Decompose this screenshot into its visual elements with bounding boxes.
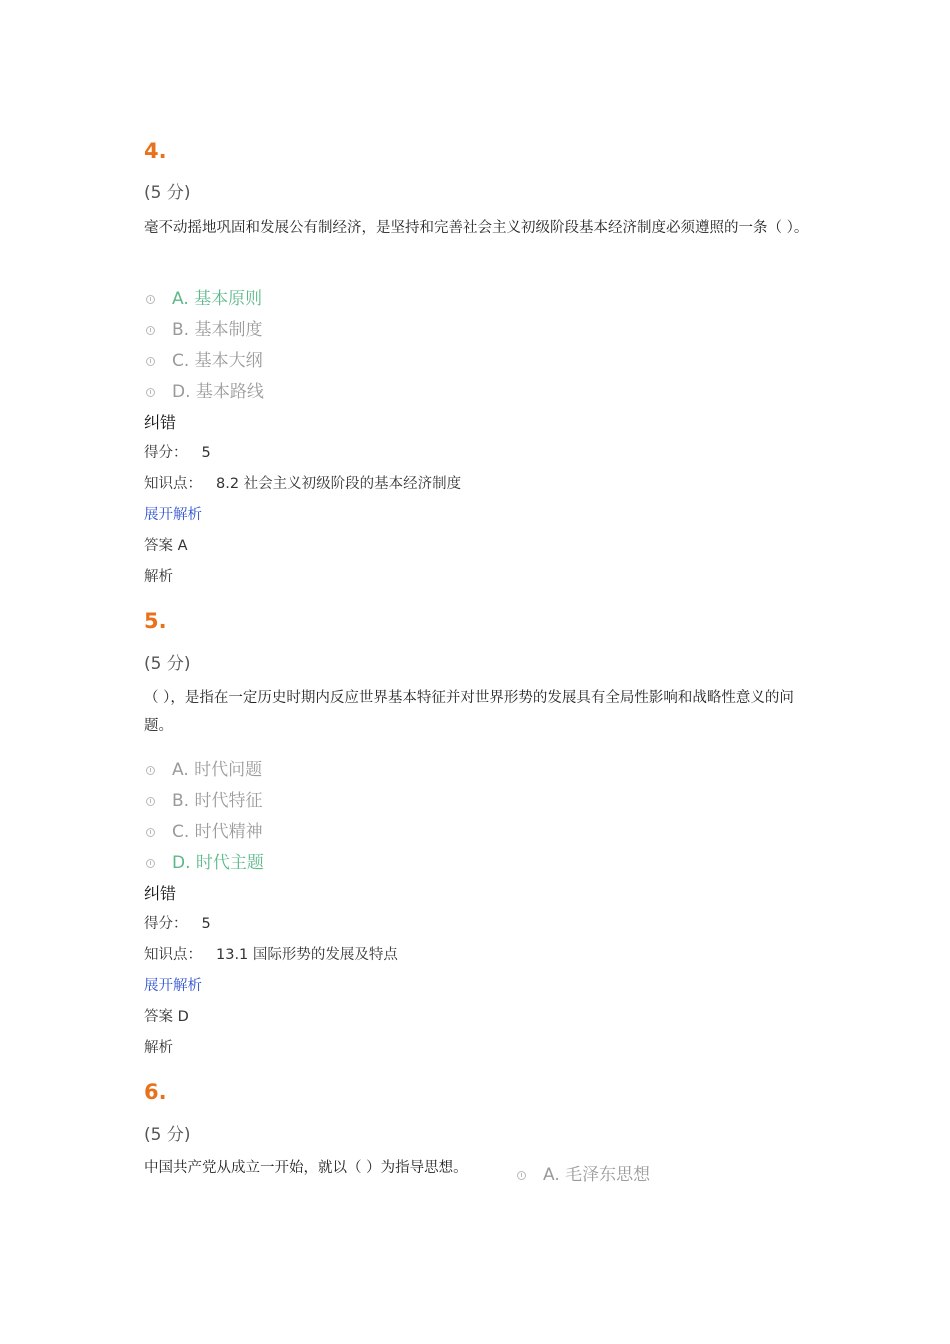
correction-link[interactable]: 纠错 [144, 413, 177, 432]
answer: 答案 A [144, 538, 188, 554]
got-score-value: 5 [201, 916, 211, 932]
question-number: 5. [144, 609, 167, 633]
option-label: A. 基本原则 [172, 289, 263, 309]
expand-analysis-link[interactable]: 展开解析 [144, 978, 202, 994]
got-score [144, 443, 211, 463]
analysis-label: 解析 [144, 1040, 173, 1056]
option-label: B. 基本制度 [172, 320, 263, 340]
radio-icon[interactable] [517, 1171, 526, 1180]
radio-icon[interactable] [146, 388, 155, 397]
radio-icon[interactable] [146, 326, 155, 335]
expand-analysis-link[interactable]: 展开解析 [144, 507, 202, 523]
question-stem: 毫不动摇地巩固和发展公有制经济，是坚持和完善社会主义初级阶段基本经济制度必须遵照的一条（ ）。 [144, 220, 809, 236]
option-label: A. 毛泽东思想 [543, 1165, 651, 1185]
question-score: (5 分) [144, 1125, 191, 1145]
knowledge-point [144, 474, 461, 494]
got-score-label: 得分： [144, 445, 188, 461]
option-label: C. 时代精神 [172, 822, 263, 842]
option-a[interactable] [144, 759, 262, 781]
option-a[interactable] [515, 1164, 650, 1186]
option-label: A. 时代问题 [172, 760, 263, 780]
question-number: 4. [144, 139, 167, 163]
option-c[interactable] [144, 350, 263, 372]
knowledge-label: 知识点： [144, 947, 202, 963]
analysis-label: 解析 [144, 569, 173, 585]
radio-icon[interactable] [146, 295, 155, 304]
answer: 答案 D [144, 1009, 189, 1025]
option-b[interactable] [144, 790, 262, 812]
got-score-label: 得分： [144, 916, 188, 932]
option-d[interactable] [144, 381, 264, 403]
knowledge-value: 8.2 社会主义初级阶段的基本经济制度 [216, 476, 462, 492]
knowledge-label: 知识点： [144, 476, 202, 492]
question-score: (5 分) [144, 654, 191, 674]
option-label: C. 基本大纲 [172, 351, 263, 371]
radio-icon[interactable] [146, 357, 155, 366]
radio-icon[interactable] [146, 828, 155, 837]
option-d[interactable] [144, 852, 264, 874]
knowledge-value: 13.1 国际形势的发展及特点 [216, 947, 398, 963]
question-score: (5 分) [144, 183, 191, 203]
option-label: D. 时代主题 [172, 853, 264, 873]
option-b[interactable] [144, 319, 262, 341]
option-a[interactable] [144, 288, 262, 310]
option-label: B. 时代特征 [172, 791, 263, 811]
knowledge-point [144, 945, 398, 965]
option-label: D. 基本路线 [172, 382, 264, 402]
radio-icon[interactable] [146, 797, 155, 806]
got-score [144, 914, 211, 934]
radio-icon[interactable] [146, 766, 155, 775]
question-stem: 中国共产党从成立一开始，就以（ ）为指导思想。 [144, 1160, 468, 1176]
question-number: 6. [144, 1080, 167, 1104]
got-score-value: 5 [201, 445, 211, 461]
correction-link[interactable]: 纠错 [144, 884, 177, 903]
question-stem: （ ），是指在一定历史时期内反应世界基本特征并对世界形势的发展具有全局性影响和战略性意义的问题。 [144, 690, 794, 734]
radio-icon[interactable] [146, 859, 155, 868]
option-c[interactable] [144, 821, 263, 843]
